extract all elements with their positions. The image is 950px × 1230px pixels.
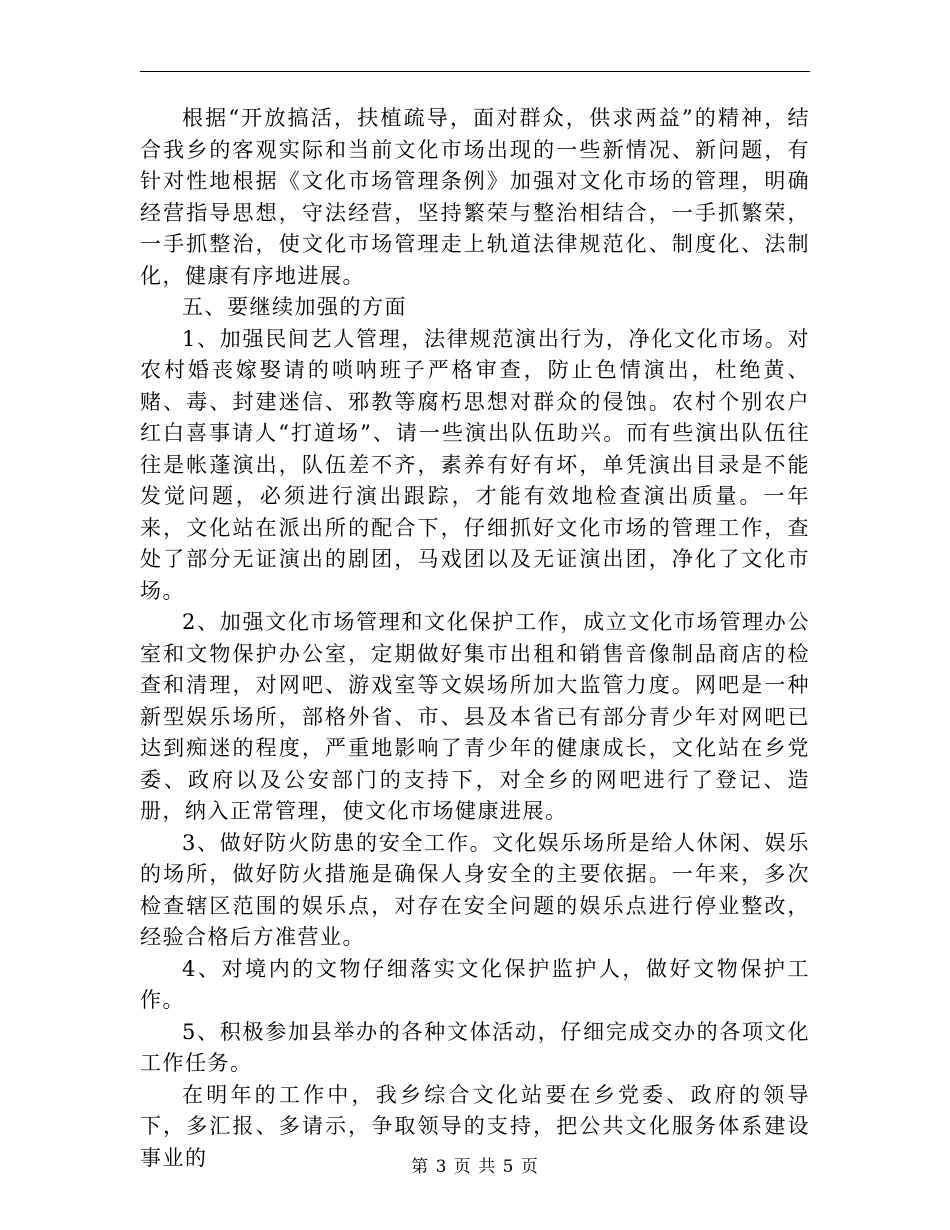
document-body bbox=[140, 103, 810, 1174]
page-number: 第 3 页 共 5 页 bbox=[411, 1157, 539, 1177]
section-heading: 五、要继续加强的方面 bbox=[182, 295, 407, 319]
paragraph-item-4: 4、对境内的文物仔细落实文化保护监护人，做好文物保护工作。 bbox=[140, 956, 810, 1012]
paragraph-item-3: 3、做好防火防患的安全工作。文化娱乐场所是给人休闲、娱乐的场所，做好防火措施是确保人身安全的主要依据。一年来，多次检查辖区范围的娱乐点，对存在安全问题的娱乐点进行停业整改，经验合格后方准营业。 bbox=[140, 830, 810, 949]
paragraph-1: 根据“开放搞活，扶植疏导，面对群众，供求两益”的精神，结合我乡的客观实际和当前文化市场出现的一些新情况、新问题，有针对性地根据《文化市场管理条例》加强对文化市场的管理，明确经营指导思想，守法经营，坚持繁荣与整治相结合，一手抓繁荣，一手抓整治，使文化市场管理走上轨道法律规范化、制度化、法制化，健康有序地进展。 bbox=[140, 106, 810, 288]
paragraph-item-1: 1、加强民间艺人管理，法律规范演出行为，净化文化市场。对农村婚丧嫁娶请的唢呐班子严格审查，防止色情演出，杜绝黄、赌、毒、封建迷信、邪教等腐朽思想对群众的侵蚀。农村个别农户红白喜事请人“打道场”、请一些演出队伍助兴。而有些演出队伍往往是帐蓬演出，队伍差不齐，素养有好有坏，单凭演出目录是不能发觉问题，必须进行演出跟踪，才能有效地检查演出质量。一年来，文化站在派出所的配合下，仔细抓好文化市场的管理工作，查处了部分无证演出的剧团，马戏团以及无证演出团，净化了文化市场。 bbox=[140, 326, 810, 603]
header-rule bbox=[140, 71, 810, 72]
paragraph-closing: 在明年的工作中，我乡综合文化站要在乡党委、政府的领导下，多汇报、多请示，争取领导的支持，把公共文化服务体系建设事业的 bbox=[140, 1082, 810, 1170]
paragraph-item-5: 5、积极参加县举办的各种文体活动，仔细完成交办的各项文化工作任务。 bbox=[140, 1019, 810, 1075]
paragraph-item-2: 2、加强文化市场管理和文化保护工作，成立文化市场管理办公室和文物保护办公室，定期做好集市出租和销售音像制品商店的检查和清理，对网吧、游戏室等文娱场所加大监管力度。网吧是一种新型娱乐场所，部格外省、市、县及本省已有部分青少年对网吧已达到痴迷的程度，严重地影响了青少年的健康成长，文化站在乡党委、政府以及公安部门的支持下，对全乡的网吧进行了登记、造册，纳入正常管理，使文化市场健康进展。 bbox=[140, 610, 810, 823]
